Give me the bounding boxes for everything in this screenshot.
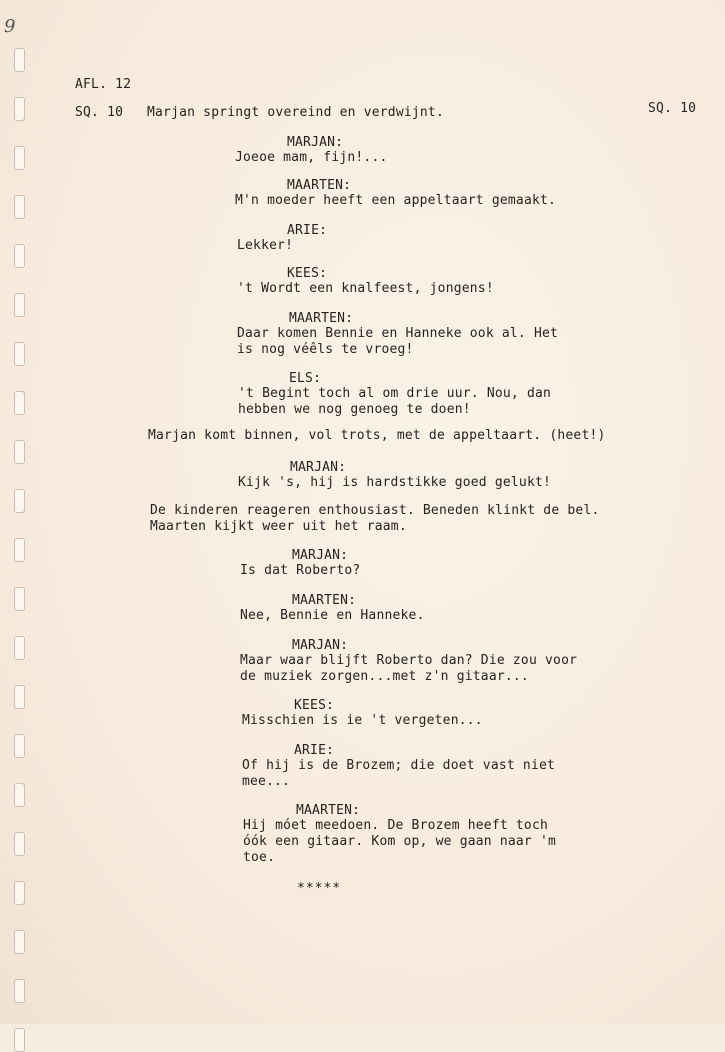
dialogue-line: Hij móet meedoen. De Brozem heeft toch: [243, 818, 549, 833]
binding-hole: [14, 636, 25, 660]
binding-hole: [14, 587, 25, 611]
dialogue-line: Joeoe mam, fijn!...: [235, 150, 388, 165]
episode-label: AFL. 12: [75, 77, 132, 92]
character-name: MAARTEN:: [296, 803, 361, 818]
dialogue-line: Kijk 's, hij is hardstikke goed gelukt!: [238, 475, 552, 490]
binding-hole: [14, 146, 25, 170]
spiral-binding: [8, 0, 30, 1024]
dialogue-line: de muziek zorgen...met z'n gitaar...: [240, 669, 529, 684]
binding-hole: [14, 685, 25, 709]
binding-hole: [14, 538, 25, 562]
dialogue-line: toe.: [243, 850, 276, 865]
character-name: ARIE:: [294, 743, 335, 758]
binding-hole: [14, 195, 25, 219]
binding-hole: [14, 342, 25, 366]
dialogue-line: óók een gitaar. Kom op, we gaan naar 'm: [243, 834, 557, 849]
binding-hole: [14, 930, 25, 954]
action-line: Maarten kijkt weer uit het raam.: [150, 519, 407, 534]
dialogue-line: Lekker!: [237, 238, 294, 253]
character-name: KEES:: [287, 266, 328, 281]
dialogue-line: Nee, Bennie en Hanneke.: [240, 608, 425, 623]
binding-hole: [14, 293, 25, 317]
character-name: MARJAN:: [290, 460, 347, 475]
dialogue-line: Daar komen Bennie en Hanneke ook al. Het: [237, 326, 559, 341]
dialogue-line: mee...: [242, 774, 291, 789]
dialogue-line: 't Wordt een knalfeest, jongens!: [237, 281, 494, 296]
dialogue-line: M'n moeder heeft een appeltaart gemaakt.: [235, 193, 557, 208]
character-name: ARIE:: [287, 223, 328, 238]
binding-hole: [14, 244, 25, 268]
binding-hole: [14, 391, 25, 415]
character-name: MAARTEN:: [292, 593, 357, 608]
scene-number-left: SQ. 10: [75, 105, 124, 120]
binding-hole: [14, 97, 25, 121]
opening-action: Marjan springt overeind en verdwijnt.: [147, 105, 444, 120]
character-name: KEES:: [294, 698, 335, 713]
binding-hole: [14, 734, 25, 758]
binding-hole: [14, 783, 25, 807]
character-name: MARJAN:: [292, 638, 349, 653]
binding-hole: [14, 881, 25, 905]
dialogue-line: is nog véêls te vroeg!: [237, 342, 414, 357]
character-name: MARJAN:: [292, 548, 349, 563]
binding-hole: [14, 1028, 25, 1052]
handwritten-page-number: 9: [4, 16, 16, 37]
dialogue-line: Misschien is ie 't vergeten...: [242, 713, 483, 728]
dialogue-line: Is dat Roberto?: [240, 563, 361, 578]
dialogue-line: Of hij is de Brozem; die doet vast niet: [242, 758, 556, 773]
scene-number-right: SQ. 10: [648, 101, 697, 116]
end-marker: *****: [297, 881, 342, 896]
binding-hole: [14, 440, 25, 464]
dialogue-line: Maar waar blijft Roberto dan? Die zou voor: [240, 653, 578, 668]
dialogue-line: hebben we nog genoeg te doen!: [238, 402, 471, 417]
character-name: ELS:: [289, 371, 322, 386]
binding-hole: [14, 979, 25, 1003]
binding-hole: [14, 832, 25, 856]
binding-hole: [14, 48, 25, 72]
character-name: MAARTEN:: [287, 178, 352, 193]
binding-hole: [14, 489, 25, 513]
action-line: De kinderen reageren enthousiast. Beneden klinkt de bel.: [150, 503, 600, 518]
action-line: Marjan komt binnen, vol trots, met de appeltaart. (heet!): [148, 428, 606, 443]
character-name: MARJAN:: [287, 135, 344, 150]
dialogue-line: 't Begint toch al om drie uur. Nou, dan: [238, 386, 552, 401]
character-name: MAARTEN:: [289, 311, 354, 326]
